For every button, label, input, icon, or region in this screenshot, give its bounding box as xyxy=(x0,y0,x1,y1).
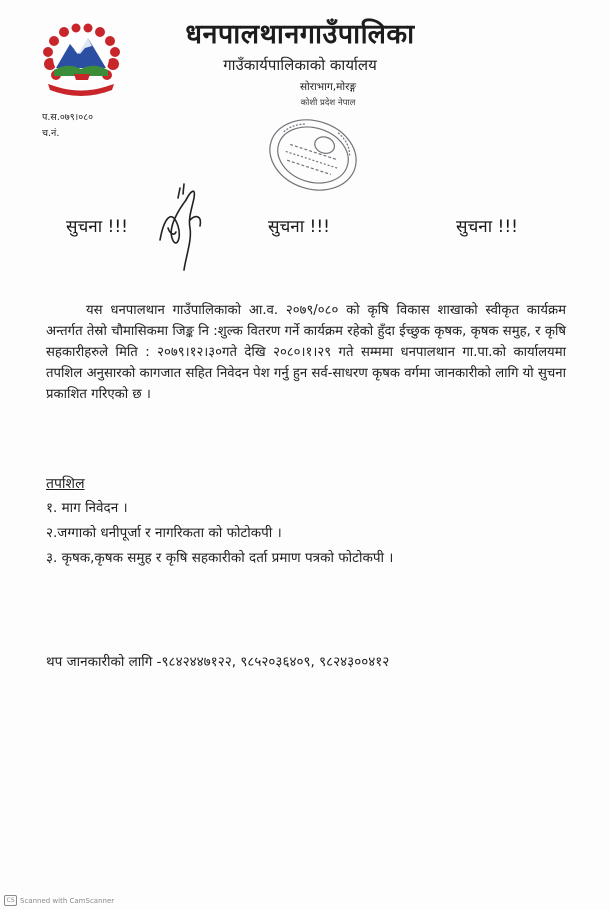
notice-body-text: यस धनपालथान गाउँपालिकाको आ.व. २०७९/०८० को कृषि विकास शाखाको स्वीकृत कार्यक्रम अन्तर्गत तेस्रो चौमासिकमा जिङ्क नि :शुल्क वितरण गर्ने कार्यक्रम रहेको हुँदा ईच्छुक कृषक, कृषक समुह, र कृषि सहकारीहरुले मिति : २०७९।१२।३०गते देखि २०८०।१।२९ गते सम्ममा धनपालथान गा.पा.को कार्यालयमा तपशिल अनुसारको कागजात सहित निवेदन पेश गर्नु हुन सर्व-साधरण कृषक वर्गमा जानकारीको लागि यो सुचना प्रकाशित गरिएको छ । xyxy=(46,303,566,402)
contact-info: थप जानकारीको लागि -९८४२४४७१२२, ९८५२०३६४०९, ९८२४३००४१२ xyxy=(46,654,390,670)
notice-heading: सुचना !!! xyxy=(66,217,128,237)
list-item: २.जग्गाको धनीपूर्जा र नागरिकता को फोटोकपी । xyxy=(46,525,282,541)
scanner-watermark xyxy=(4,895,114,906)
notice-heading: सुचना !!! xyxy=(268,217,330,237)
dispatch-number: च.नं. xyxy=(42,128,60,139)
list-item: १. माग निवेदन । xyxy=(46,500,128,516)
details-heading: तपशिल xyxy=(46,476,85,492)
signature-icon xyxy=(150,178,214,273)
list-item: ३. कृषक,कृषक समुह र कृषि सहकारीको दर्ता प्रमाण पत्रको फोटोकपी । xyxy=(46,550,394,566)
office-stamp-icon xyxy=(258,112,368,198)
reference-number: प.स.०७९।०८० xyxy=(42,112,94,123)
office-subtitle: गाउँकार्यपालिकाको कार्यालय xyxy=(223,56,377,74)
municipality-title: धनपालथानगाउँपालिका xyxy=(185,19,415,50)
nepal-emblem-icon xyxy=(38,20,124,98)
province-name: कोशी प्रदेश नेपाल xyxy=(300,98,356,108)
office-address: सोराभाग,मोरङ्ग xyxy=(299,81,357,93)
notice-body xyxy=(46,300,566,405)
watermark-text: Scanned with CamScanner xyxy=(20,896,115,905)
notice-heading: सुचना !!! xyxy=(456,217,518,237)
camscanner-logo-icon: CS xyxy=(4,895,17,906)
